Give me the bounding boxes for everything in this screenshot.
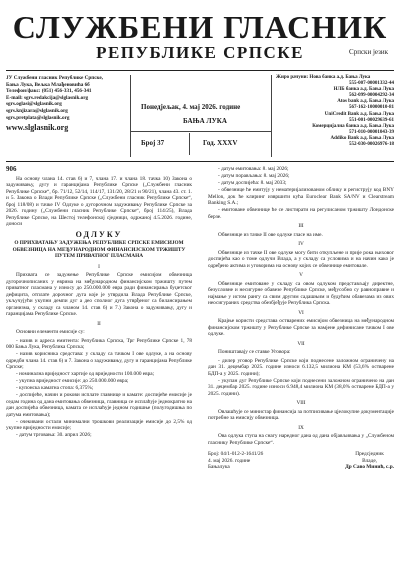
list-item: - назив и адреса емитента: Република Српска, Трг Републике Српске 1, 78 000 Бања Лука, Република Српска;: [6, 337, 192, 350]
list-item: - обвезнице ће емитују у нематеријализованом облику и региструју код BNY Mellon, док ће клиринг извршити кућа Euroclear Bank SA/NV и Clearstream Banking S.A.;: [208, 187, 394, 206]
gazette-title: СЛУЖБЕНИ ГЛАСНИК: [12, 9, 388, 45]
reference-block: [208, 451, 263, 471]
divider: [189, 133, 190, 155]
section-text: Обвезнице из тачке II ове одлуке гласе на име.: [218, 231, 323, 238]
section-text: Ова одлука ступа на снагу наредног дана од дана објављивања у „Службеном гласнику Републике Српске“.: [208, 433, 394, 446]
section-text: Обвезнице емитоване у складу са овом одлуком представљају директне, безусловне и несигурне обавезе Републике Српске, међусобно су равноправне и најмање у истом рангу са свим другим садашњим и будућим обавезама из ових неосигураних средства обезбјеђује Република Српска.: [208, 280, 394, 306]
list-item: - укупна вриједност емисије: до 250.000.000 евра;: [16, 378, 129, 384]
section-text: Крајње користи средстава остварених емисијом обвезница на међународном финансијском тржишту у Републике Српске за намјене дефинисане тачком I ове одлуке.: [208, 318, 394, 337]
account-line: UniCredit Bank а.д. Бања Лука: [324, 111, 394, 117]
accounts-lead: Жиро рачуни: Нова банка а.д. Бања Лука: [276, 75, 371, 80]
publisher-line: sgrs.knjizara@slglasnik.org: [6, 107, 68, 114]
list-item: - датум емитовања: 8. мај 2026;: [218, 166, 289, 172]
section-number: II: [97, 320, 101, 327]
section-number: IV: [298, 241, 304, 247]
account-line: 562-099-00004292-34: [349, 93, 394, 99]
section-number: VI: [298, 309, 304, 316]
section-text: Обвезнице из тачке II ове одлуке могу бити откупљене и прије рока њиховог доспијећа као о томе одлучи Влада, а у складу са условима и на начин како је одређено актима и уговорима на основу којих се обвезнице емитовале.: [208, 249, 394, 269]
issue-year: Год. XXXV: [203, 139, 238, 147]
account-line: 571-010-00001043-39: [349, 129, 394, 135]
section-number: V: [299, 272, 303, 278]
account-line: 555-007-00001332-44: [349, 81, 394, 87]
document-number: 906: [6, 165, 17, 173]
section-number: IX: [298, 424, 304, 431]
section-text: Овлашћује се министар финансија за потписивање цјелокупне документације потребне за емисију обвезница.: [208, 408, 394, 421]
document-heading: ОДЛУКУ: [75, 229, 123, 239]
publisher-line: Бања Лука, Вељка Млађеновића 6б: [6, 81, 90, 88]
list-item: - назив корисника средстава: у складу са тачком I ове одлуке, а на основу одредби члана 14. став 6) и 7. Закона о задуживању, дугу и гаранцијама Републике Српске;: [6, 351, 192, 370]
article-columns: [6, 166, 394, 560]
section-lead: Основни елементи емисије су:: [16, 329, 85, 335]
section-number: I: [98, 263, 100, 270]
account-line: Atos bank а.д. Бања Лука: [337, 99, 394, 105]
issue-date: Понедјељак, 4. мај 2026. године: [141, 103, 241, 111]
document-subheading: О ПРИХВАТАЊУ ЗАДУЖЕЊА РЕПУБЛИКЕ СРПСКЕ ЕМИСИЈОМ ОБВЕЗНИЦА НА МЕЂУНАРОДНОМ ФИНАНСИЈСКОМ ТРЖИШТУ ПУТЕМ ПРИВАТНОГ ПЛАСМАНА: [12, 240, 186, 259]
signatory-name: Др Саво Минић, с.р.: [345, 464, 394, 470]
publisher-line: sgrs.oglasi@slglasnik.org: [6, 101, 62, 108]
bank-accounts: [276, 75, 394, 148]
list-item: - укупан дуг Републике Српске који поднесени заложном ограничено на дан 31. децембар 2025. године износи 6.948,4 милиона КМ (38,0% остварене БДП-а у 2025. години).: [208, 377, 394, 397]
account-line: НЛБ банка а.д. Бања Лука: [333, 87, 394, 93]
gazette-subtitle: РЕПУБЛИКЕ СРПСКЕ: [96, 43, 304, 62]
issue-header: [6, 70, 394, 162]
divider: [131, 131, 271, 132]
signatory-title: Предсједник: [355, 451, 384, 457]
account-line: Addiko Bank а.д. Бања Лука: [330, 135, 394, 141]
list-item: - купонска каматна стопа: 6,375%;: [16, 385, 94, 391]
gazette-page: [6, 6, 394, 560]
issue-info: [130, 75, 272, 157]
preamble: На основу члана 14. став 6) и 7, члана 17. и члана 18. тачка 10) Закона о задуживању, дугу и гаранцијама Републике Српске („Службени гласник Републике Српске“, бр. 71/12, 52/14, 114/17, 131/20, 28/21 и 90/21), члана 43. ст. 1. и 5. Закона о Влади Републике Српске („Службени гласник Републике Српске“, број 118/08) и тачке IV Одлуке о дугорочном задуживању Републике Српске за 2026. годину („Службени гласник Републике Српске“, број 114/25), Влада Републике Српске, на Шестој телефонској сједници, одржаној 4.5.2026. године, доноси: [6, 175, 192, 227]
list-item: - емитоване обвезнице ће се листирати на регулисаном тржишту Лондонске берзе.: [208, 207, 394, 220]
language-label: Српски језик: [349, 48, 388, 56]
account-line: 567-162-10000010-81: [349, 105, 394, 111]
signatory: [345, 451, 394, 471]
section-number: VII: [297, 340, 305, 347]
publisher-line: sgrs.pretplata@slglasnik.org: [6, 114, 70, 121]
list-item: - датум порављања: 8. мај 2026;: [218, 173, 290, 179]
reference-line: Бањалука: [208, 464, 230, 470]
publisher-line: Телефон/факс: (051) 456-331, 456-341: [6, 88, 92, 95]
section-number: VIII: [296, 400, 306, 406]
issue-number: Број 37: [141, 139, 165, 147]
masthead: [6, 10, 394, 62]
list-item: - датум доспијећа: 8. мај 2033;: [218, 180, 287, 186]
publisher-line: ЈУ Службени гласник Републике Српске,: [6, 75, 103, 81]
signature-block: [208, 451, 394, 477]
list-item: - номинална вриједност хартије од вриједности 100.000 евра;: [16, 371, 155, 377]
list-item: - доспијеће, начин и рокови исплате главнице и камате: доспијеће емисије је седам година од дана емитовања обвезница, главница се исплаћује једнократно на дан доспијећа обвезница, камата се исплаћује једном годишње (полугодишња по датума емитовања);: [6, 392, 192, 418]
publisher-info: [6, 75, 124, 132]
account-line: Комерцијална банка а.д. Бања Лука: [312, 123, 394, 129]
account-line: 551-001-00029639-61: [349, 117, 394, 123]
reference-line: 4. мај 2026. године: [208, 457, 251, 464]
section-text: Прихвата се задужење Републике Српске емисијом обвезница дугорочнописаних у еврима на међународном финансијском тржишту путем приватног пласмана у износу до 250.000.000 евра ради финансирања буџетског дефицита, отплате дорочног дуга које је утврдила Влада Републике Српске, укључујући укупни демпи дуг а део сполиог дуга утврђеног са билансирањем организма, у складу са чланом 14. став 6) и 7.) Закона о задуживању, дугу и гаранцијама Републике Српске.: [6, 272, 192, 317]
account-line: 552-030-00026976-18: [349, 142, 394, 148]
section-lead: Поништавају се ставке Уговора:: [218, 349, 291, 355]
signatory-title: Владе,: [362, 457, 377, 464]
publisher-line: E-mail: sgrs.redakcija@slglasnik.org: [6, 94, 89, 101]
list-item: - очекивани остали минимални трошкови реализације емисије до 2,5% од укупне вриједности емисије;: [6, 418, 192, 431]
issue-city: БАЊА ЛУКА: [183, 117, 227, 125]
section-number: III: [298, 223, 304, 229]
list-item: - датум трговања: 30. април 2026;: [16, 432, 92, 438]
list-item: - дилер уговор Републике Српске који поднесене заложном ограничену на дан 31. децембар 2025. године износи 6.132,5 милиона КМ (53,6% остварене БДП-а у 2025. години);: [208, 357, 394, 377]
reference-line: Број: 04/1-012-2-1641/26: [208, 451, 264, 457]
left-column: [6, 166, 192, 439]
website-link[interactable]: www.slglasnik.org: [6, 123, 69, 133]
right-column: [208, 166, 394, 477]
